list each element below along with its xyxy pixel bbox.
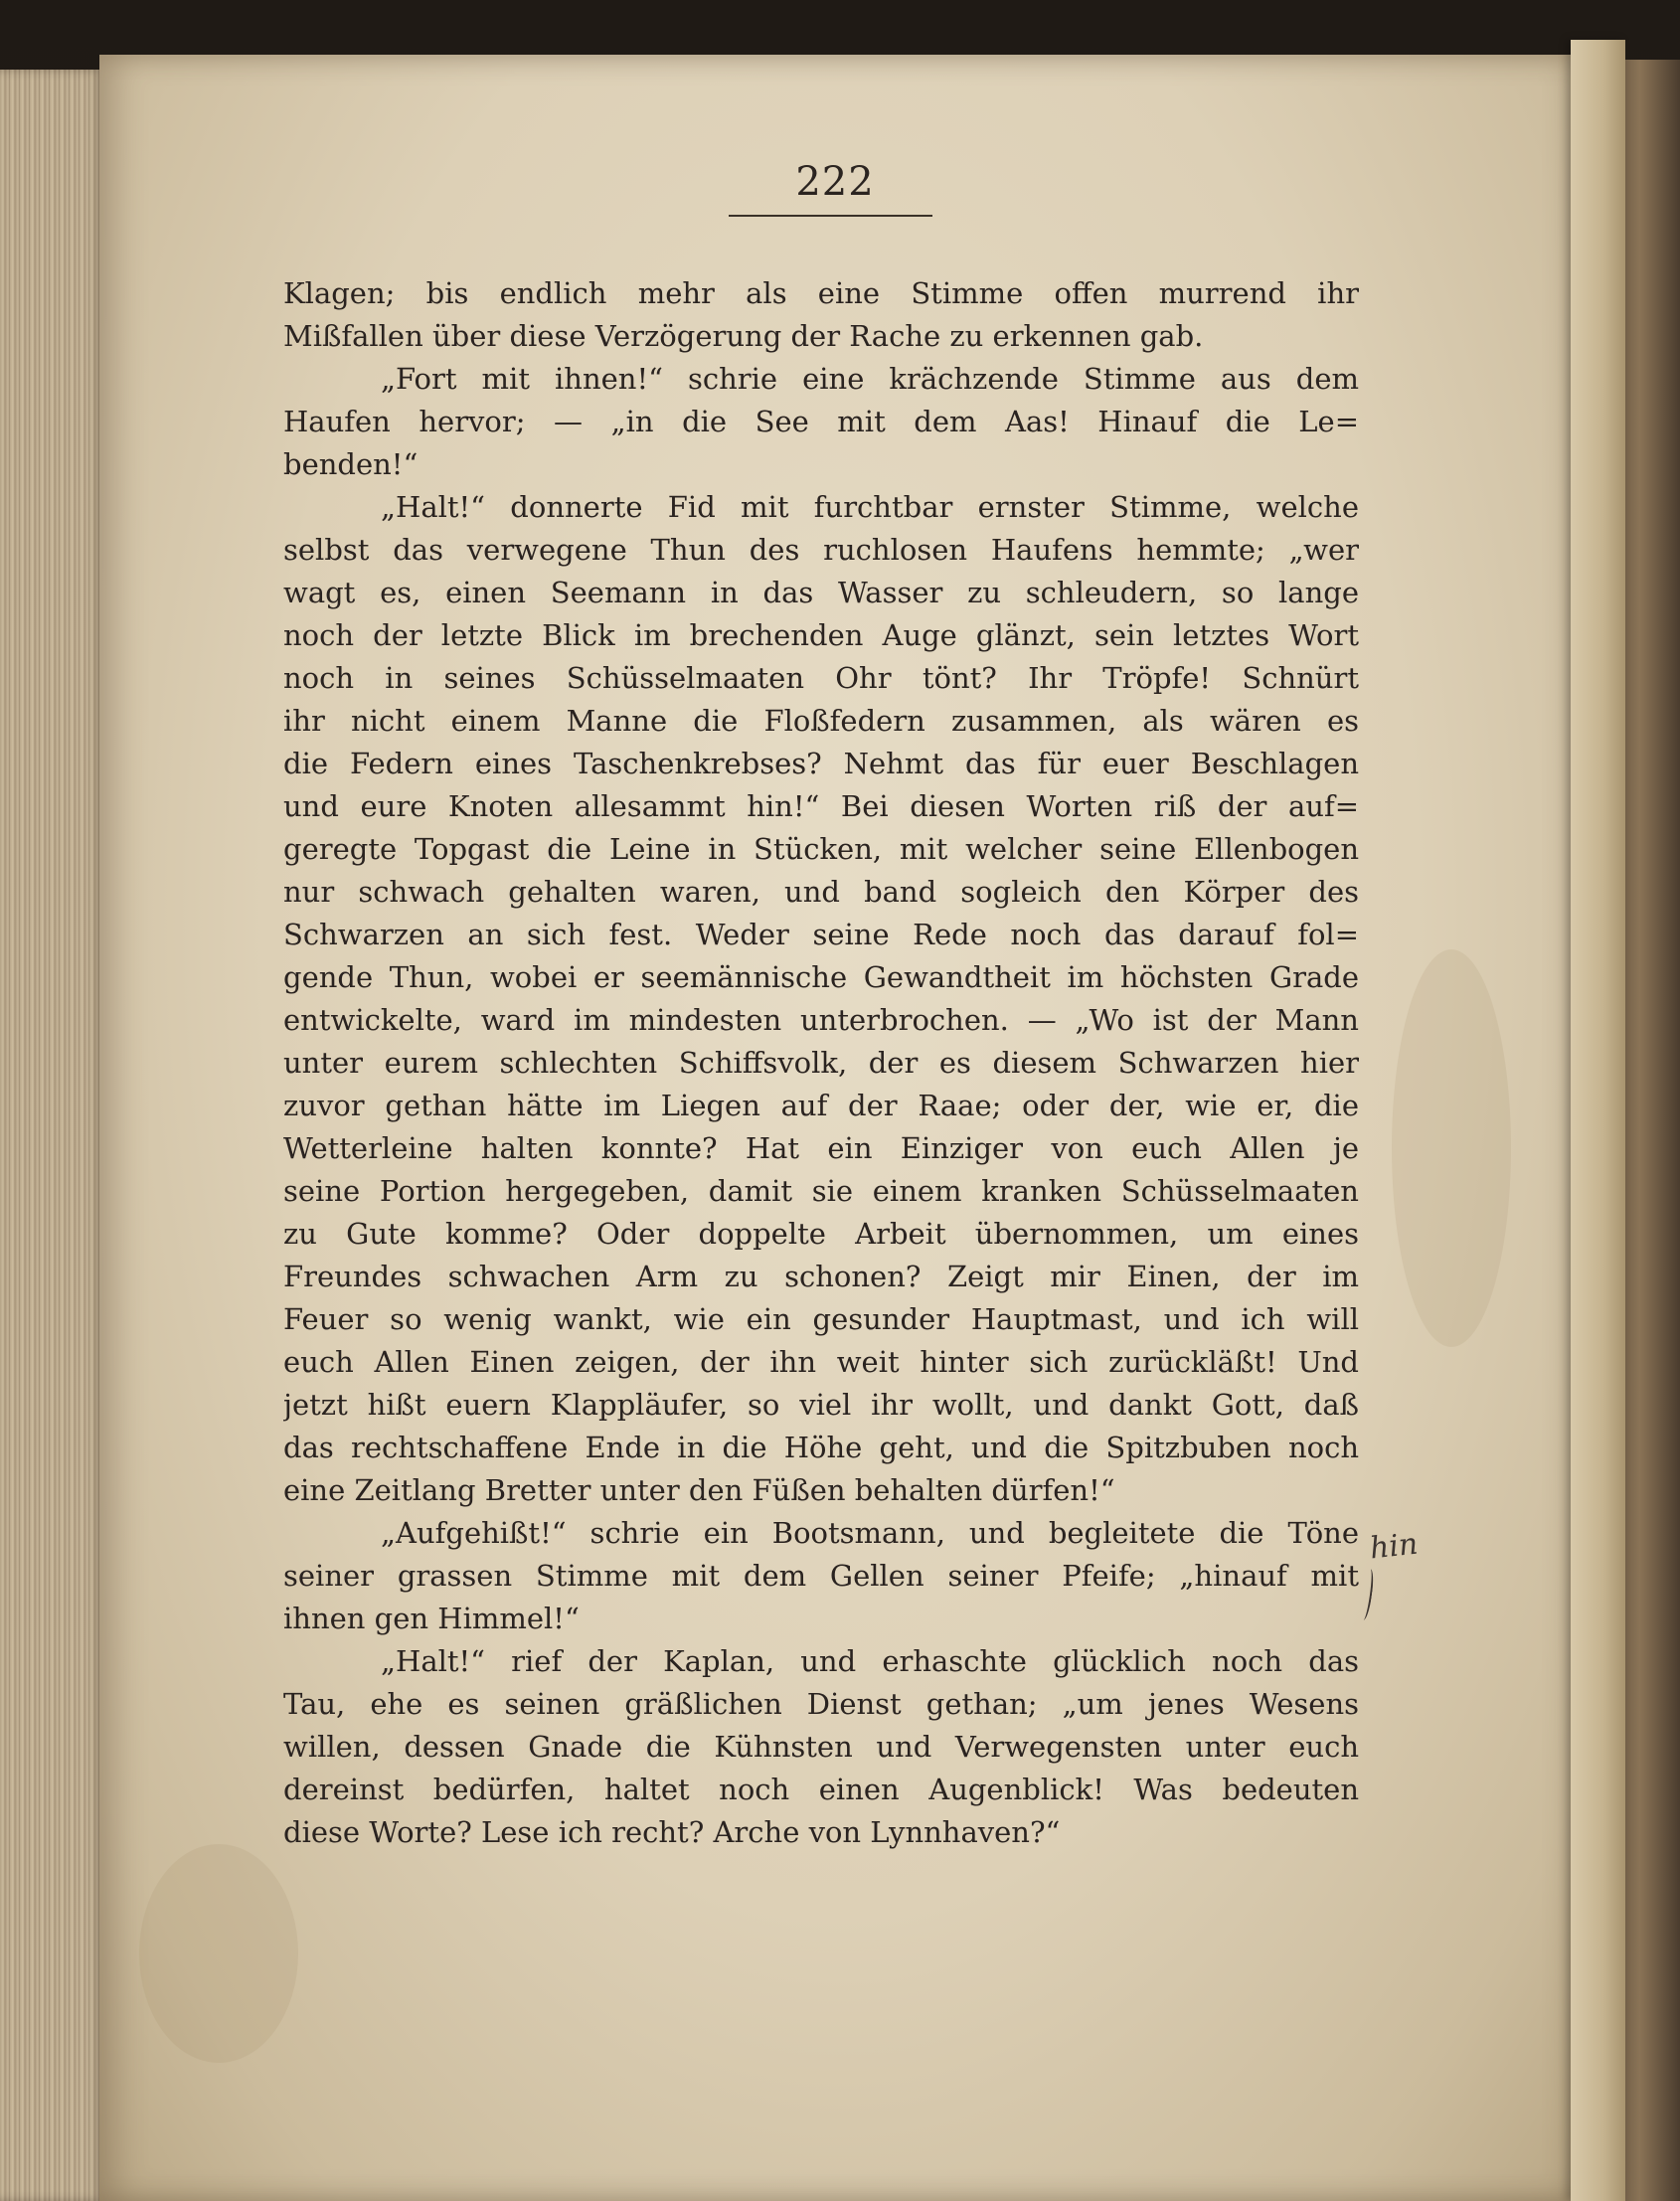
left-page-edges <box>0 70 104 2201</box>
text-line: entwickelte, ward im mindesten unterbrochen. — „Wo ist der Mann <box>283 1003 1359 1037</box>
text-line: benden!“ <box>283 447 419 481</box>
text-line: und eure Knoten allesammt hin!“ Bei diesen Worten riß der auf= <box>283 789 1359 823</box>
header-rule <box>729 215 932 217</box>
text-line: Klagen; bis endlich mehr als eine Stimme offen murrend ihr <box>283 276 1359 310</box>
text-line: das rechtschaffene Ende in die Höhe geht, und die Spitzbuben noch <box>283 1431 1359 1464</box>
text-line: Mißfallen über diese Verzögerung der Rache zu erkennen gab. <box>283 319 1204 353</box>
paper-stain <box>1392 949 1511 1347</box>
text-line: noch in seines Schüsselmaaten Ohr tönt? Ihr Tröpfe! Schnürt <box>283 661 1359 695</box>
text-line: Wetterleine halten konnte? Hat ein Einziger von euch Allen je <box>283 1131 1359 1165</box>
text-line: nur schwach gehalten waren, und band sogleich den Körper des <box>283 875 1359 909</box>
text-line: zu Gute komme? Oder doppelte Arbeit übernommen, um eines <box>283 1217 1359 1251</box>
text-line: zuvor gethan hätte im Liegen auf der Raae; oder der, wie er, die <box>283 1089 1359 1122</box>
text-line: „Halt!“ donnerte Fid mit furchtbar ernster Stimme, welche <box>381 490 1359 524</box>
text-line: noch der letzte Blick im brechenden Auge glänzt, sein letztes Wort <box>283 618 1359 652</box>
text-line: wagt es, einen Seemann in das Wasser zu schleudern, so lange <box>283 576 1359 609</box>
text-line: unter eurem schlechten Schiffsvolk, der es diesem Schwarzen hier <box>283 1046 1359 1080</box>
text-line: jetzt hißt euern Klappläufer, so viel ihr wollt, und dankt Gott, daß <box>283 1388 1359 1422</box>
text-line: Haufen hervor; — „in die See mit dem Aas! Hinauf die Le= <box>283 405 1359 438</box>
text-line: euch Allen Einen zeigen, der ihn weit hinter sich zurückläßt! Und <box>283 1345 1359 1379</box>
text-line: Feuer so wenig wankt, wie ein gesunder Hauptmast, und ich will <box>283 1302 1359 1336</box>
page-number: 222 <box>795 159 875 205</box>
text-line: Tau, ehe es seinen gräßlichen Dienst gethan; „um jenes Wesens <box>283 1687 1359 1721</box>
text-line: Schwarzen an sich fest. Weder seine Rede noch das darauf fol= <box>283 918 1359 951</box>
text-line: ihr nicht einem Manne die Floßfedern zusammen, als wären es <box>283 704 1359 738</box>
text-line: „Aufgehißt!“ schrie ein Bootsmann, und begleitete die Töne <box>381 1516 1359 1550</box>
body-text <box>283 272 1359 1854</box>
text-line: „Fort mit ihnen!“ schrie eine krächzende Stimme aus dem <box>381 362 1359 396</box>
text-line: diese Worte? Lese ich recht? Arche von Lynnhaven?“ <box>283 1815 1061 1849</box>
text-line: ihnen gen Himmel!“ <box>283 1602 580 1635</box>
text-line: gende Thun, wobei er seemännische Gewandtheit im höchsten Grade <box>283 960 1359 994</box>
text-line: die Federn eines Taschenkrebses? Nehmt das für euer Beschlagen <box>283 747 1359 780</box>
text-line: willen, dessen Gnade die Kühnsten und Verwegensten unter euch <box>283 1730 1359 1764</box>
text-line: selbst das verwegene Thun des ruchlosen Haufens hemmte; „wer <box>283 533 1359 567</box>
paper-stain <box>139 1844 298 2063</box>
text-line: Freundes schwachen Arm zu schonen? Zeigt mir Einen, der im <box>283 1260 1359 1293</box>
text-line: „Halt!“ rief der Kaplan, und erhaschte glücklich noch das <box>381 1644 1359 1678</box>
text-line: seine Portion hergegeben, damit sie einem kranken Schüsselmaaten <box>283 1174 1359 1208</box>
text-line: geregte Topgast die Leine in Stücken, mit welcher seine Ellenbogen <box>283 832 1359 866</box>
text-line: dereinst bedürfen, haltet noch einen Augenblick! Was bedeuten <box>283 1773 1359 1806</box>
right-page-flap <box>1571 40 1625 2201</box>
text-line: eine Zeitlang Bretter unter den Füßen behalten dürfen!“ <box>283 1473 1115 1507</box>
text-line: seiner grassen Stimme mit dem Gellen seiner Pfeife; „hinauf mit <box>283 1559 1359 1593</box>
handwritten-margin-note: hin <box>1368 1526 1420 1567</box>
